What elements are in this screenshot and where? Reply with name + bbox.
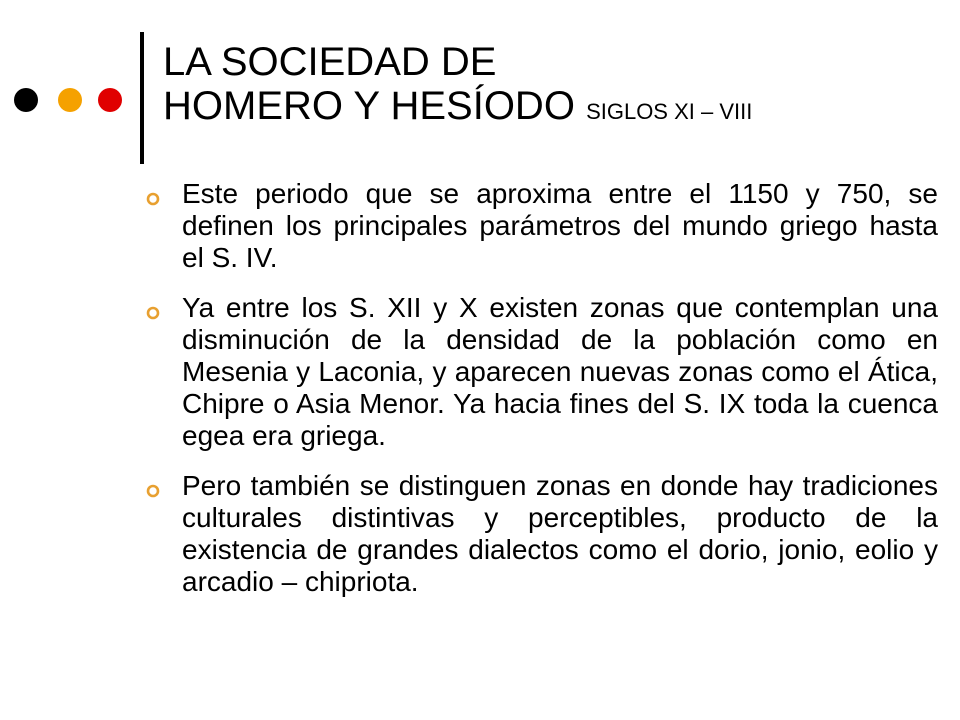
- bullet-ring-icon: [146, 306, 160, 320]
- bullet-ring-icon: [146, 484, 160, 498]
- bullet-text: Pero también se distinguen zonas en donde hay tradiciones culturales distintivas y perceptibles, producto de la existencia de grandes dialectos como el dorio, jonio, eolio y arcadio – chipriota.: [182, 470, 938, 597]
- title-subtitle: SIGLOS XI – VIII: [586, 99, 753, 124]
- red-dot-icon: [98, 88, 122, 112]
- bullet-item: [146, 470, 938, 598]
- bullet-list: [146, 178, 938, 616]
- orange-dot-icon: [58, 88, 82, 112]
- decorative-dots: [14, 88, 126, 114]
- title-line-2: HOMERO Y HESÍODO: [163, 84, 575, 128]
- bullet-item: [146, 178, 938, 274]
- bullet-item: [146, 292, 938, 452]
- black-dot-icon: [14, 88, 38, 112]
- slide-title: [163, 40, 943, 134]
- bullet-ring-icon: [146, 192, 160, 206]
- bullet-text: Ya entre los S. XII y X existen zonas que contemplan una disminución de la densidad de la población como en Mesenia y Laconia, y aparecen nuevas zonas como el Ática, Chipre o Asia Menor. Ya hacia fines del S. IX toda la cuenca egea era griega.: [182, 292, 938, 451]
- title-line-1: LA SOCIEDAD DE: [163, 40, 497, 84]
- bullet-text: Este periodo que se aproxima entre el 1150 y 750, se definen los principales parámetros del mundo griego hasta el S. IV.: [182, 178, 938, 273]
- title-divider: [140, 32, 144, 164]
